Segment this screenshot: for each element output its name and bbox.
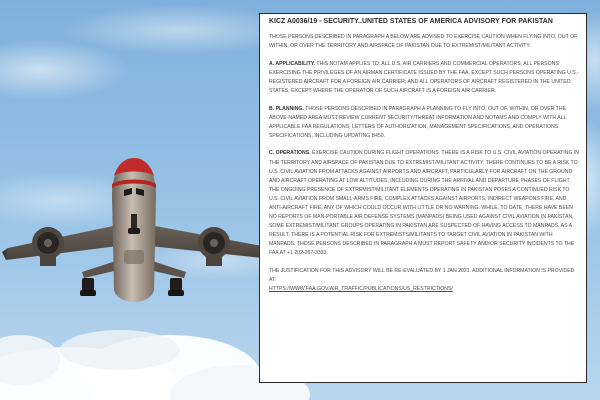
planning-heading: B. PLANNING. xyxy=(269,105,304,112)
applicability-heading: A. APPLICABILITY. xyxy=(269,60,316,67)
planning-section xyxy=(269,105,580,141)
operations-section xyxy=(269,149,580,258)
notice-title: KICZ A0036/19 - SECURITY..UNITED STATES OF AMERICA ADVISORY FOR PAKISTAN xyxy=(269,18,553,25)
operations-text: EXERCISE CAUTION DURING FLIGHT OPERATIONS. THERE IS A RISK TO U.S. CIVIL AVIATION OPERATING IN THE TERRITORY AND AIRSPACE OF PAKISTAN DUE TO EXTREMIST/MILITANT ACTIVITY. THERE CONTINUES TO BE A RISK TO U.S. CIVIL AVIATION FROM ATTACKS AGAINST AIRPORTS AND AIRCRAFT, PARTICULARLY FOR AIRCRAFT ON THE GROUND AND AIRCRAFT OPERATING AT LOW ALTITUDES, INCLUDING DURING THE ARRIVAL AND DEPARTURE PHASES OF FLIGHT. THE ONGOING PRESENCE OF EXTREMIST/MILITANT ELEMENTS OPERATING IN PAKISTAN POSES A CONTINUED RISK TO U.S. CIVIL AVIATION FROM SMALL-ARMS FIRE, COMPLEX ATTACKS AGAINST AIRPORTS, INDIRECT WEAPONS FIRE, AND ANTI-AIRCRAFT FIRE, ANY OF WHICH COULD OCCUR WITH LITTLE OR NO WARNING. WHILE, TO DATE, THERE HAVE BEEN NO REPORTS OF MAN-PORTABLE AIR DEFENSE SYSTEMS (MANPADS) BEING USED AGAINST CIVIL AVIATION IN PAKISTAN, SOME EXTREMIST/MILITANT GROUPS OPERATING IN PAKISTAN ARE SUSPECTED OF HAVING ACCESS TO MANPADS. AS A RESULT, THERE IS A POTENTIAL RISK FOR EXTREMISTS/MILITANTS TO TARGET CIVIL AVIATION IN PAKISTAN WITH MANPADS. THOSE PERSONS DESCRIBED IN PARAGRAPH A MUST REPORT SAFETY AND/OR SECURITY INCIDENTS TO THE FAA AT +1 202-267-3333. xyxy=(269,150,580,257)
planning-text: THOSE PERSONS DESCRIBED IN PARAGRAPH A PLANNING TO FLY INTO, OUT OF, WITHIN, OR OVER THE ABOVE-NAMED AREA MUST REVIEW CURRENT SECURITY/THREAT INFORMATION AND NOTAMS AND COMPLY WITH ALL APPLICABLE FAA REGULATIONS, LETTERS OF AUTHORIZATION, MANAGEMENT SPECIFICATIONS, AND OPERATIONS SPECIFICATIONS, INCLUDING UPDATING B450. xyxy=(269,105,567,139)
justification-section xyxy=(269,267,580,294)
faa-advisory-notice xyxy=(259,13,587,383)
justification-text: THE JUSTIFICATION FOR THIS ADVISORY WILL BE RE-EVALUATED BY 1 JAN 2021. ADDITIONAL INFORMATION IS PROVIDED AT: xyxy=(269,268,575,284)
applicability-text: THIS NOTAM APPLIES TO: ALL U.S. AIR CARRIERS AND COMMERCIAL OPERATORS; ALL PERSONS EXERCISING THE PRIVILEGES OF AN AIRMAN CERTIFICATE ISSUED BY THE FAA, EXCEPT SUCH PERSONS OPERATING U.S.-REGISTERED AIRCRAFT FOR A FOREIGN AIR CARRIER; AND ALL OPERATORS OF AIRCRAFT REGISTERED IN THE UNITED STATES, EXCEPT WHERE THE OPERATOR OF SUCH AIRCRAFT IS A FOREIGN AIR CARRIER. xyxy=(269,60,579,94)
applicability-section xyxy=(269,60,580,96)
faa-restrictions-link[interactable]: HTTPS://WWW.FAA.GOV/AIR_TRAFFIC/PUBLICATIONS/US_RESTRICTIONS/ xyxy=(269,286,453,293)
operations-heading: C. OPERATIONS. xyxy=(269,150,311,157)
notice-intro: THOSE PERSONS DESCRIBED IN PARAGRAPH A BELOW ARE ADVISED TO EXERCISE CAUTION WHEN FLYING INTO, OUT OF, WITHIN, OR OVER THE TERRITORY AND AIRSPACE OF PAKISTAN DUE TO EXTREMIST/MILITANT ACTIVITY. xyxy=(269,34,579,50)
